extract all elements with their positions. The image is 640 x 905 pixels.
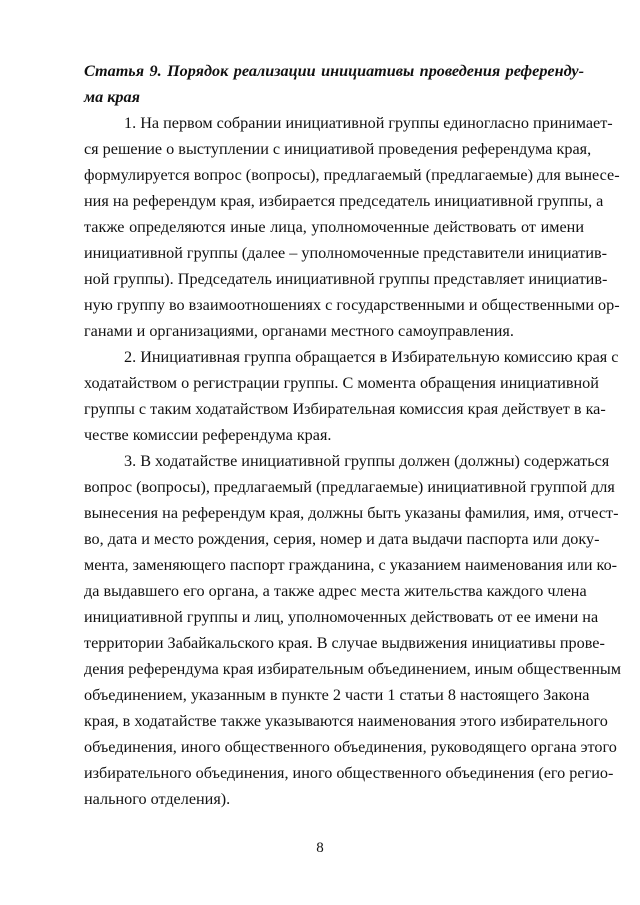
paragraph-2 bbox=[84, 344, 619, 448]
article-heading bbox=[84, 58, 584, 110]
paragraph-line: также определяются иные лица, уполномоченные действовать от имени bbox=[84, 218, 584, 236]
paragraph-line: формулируется вопрос (вопросы), предлагаемый (предлагаемые) для вынесе- bbox=[84, 166, 620, 184]
paragraph-line: мента, заменяющего паспорт гражданина, с указанием наименования или ко- bbox=[84, 556, 618, 574]
paragraph-line: территории Забайкальского края. В случае выдвижения инициативы прове- bbox=[84, 634, 605, 652]
paragraph-line: дения референдума края избирательным объединением, иным общественным bbox=[84, 660, 621, 678]
paragraph-1 bbox=[84, 110, 620, 344]
paragraph-line: да выдавшего его органа, а также адрес места жительства каждого члена bbox=[84, 582, 587, 600]
page-number: 8 bbox=[316, 840, 324, 856]
paragraph-line: вынесения на референдум края, должны быть указаны фамилия, имя, отчест- bbox=[84, 504, 619, 522]
paragraph-line: объединением, указанным в пункте 2 части 1 статьи 8 настоящего Закона bbox=[84, 686, 590, 704]
paragraph-line: нального отделения). bbox=[84, 790, 231, 808]
paragraph-line: ную группу во взаимоотношениях с государственными и общественными ор- bbox=[84, 296, 620, 314]
paragraph-line: инициативной группы (далее – уполномоченные представители инициатив- bbox=[84, 244, 608, 262]
paragraph-line: вопрос (вопросы), предлагаемый (предлагаемые) инициативной группой для bbox=[84, 478, 615, 496]
paragraph-line: 3. В ходатайстве инициативной группы должен (должны) содержаться bbox=[124, 452, 610, 470]
paragraph-line: ся решение о выступлении с инициативой проведения референдума края, bbox=[84, 140, 592, 158]
paragraph-line: во, дата и место рождения, серия, номер и дата выдачи паспорта или доку- bbox=[84, 530, 600, 548]
paragraph-line: края, в ходатайстве также указываются наименования этого избирательного bbox=[84, 712, 608, 730]
paragraph-line: избирательного объединения, иного общественного объединения (его регио- bbox=[84, 764, 614, 782]
paragraph-line: ганами и организациями, органами местного самоуправления. bbox=[84, 322, 514, 340]
paragraph-3 bbox=[84, 448, 621, 812]
article-heading-line-1: Статья 9. Порядок реализации инициативы проведения референду- bbox=[84, 62, 584, 80]
paragraph-line: 1. На первом собрании инициативной группы единогласно принимает- bbox=[124, 114, 613, 132]
paragraph-line: ния на референдум края, избирается председатель инициативной группы, а bbox=[84, 192, 604, 210]
paragraph-line: 2. Инициативная группа обращается в Избирательную комиссию края с bbox=[124, 348, 619, 366]
paragraph-line: честве комиссии референдума края. bbox=[84, 426, 332, 444]
paragraph-line: ной группы). Председатель инициативной группы представляет инициатив- bbox=[84, 270, 608, 288]
paragraph-line: объединения, иного общественного объединения, руководящего органа этого bbox=[84, 738, 617, 756]
paragraph-line: инициативной группы и лиц, уполномоченных действовать от ее имени на bbox=[84, 608, 599, 626]
paragraph-line: группы с таким ходатайством Избирательная комиссия края действует в ка- bbox=[84, 400, 606, 418]
article-heading-line-2: ма края bbox=[84, 88, 140, 106]
paragraph-line: ходатайством о регистрации группы. С момента обращения инициативной bbox=[84, 374, 599, 392]
